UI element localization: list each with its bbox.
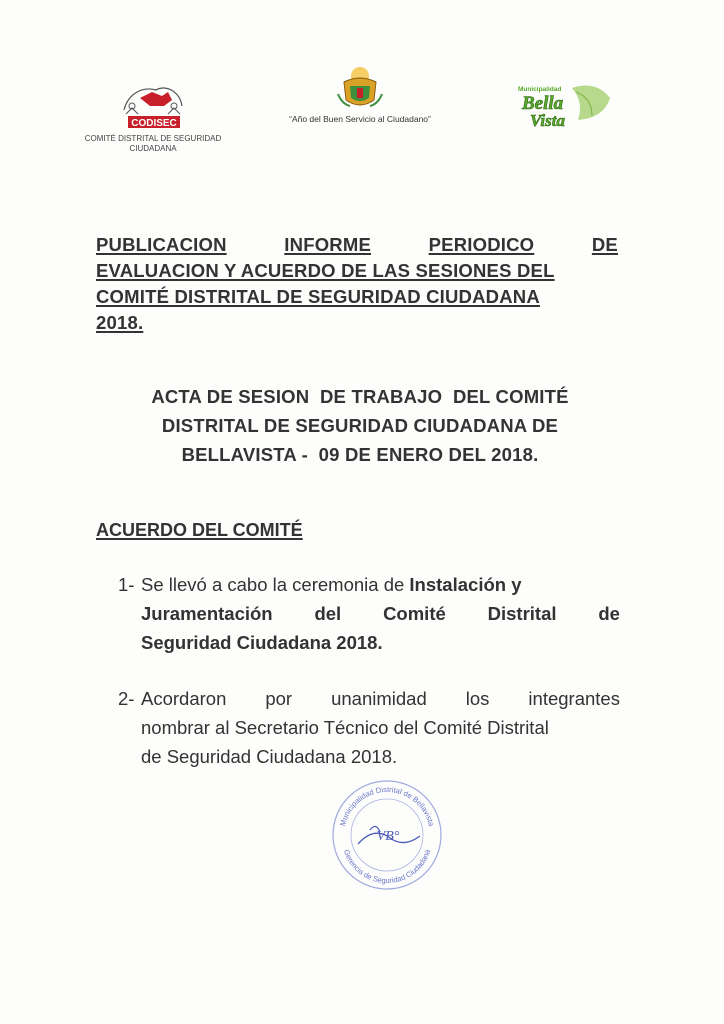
motto-text: “Año del Buen Servicio al Ciudadano” — [289, 114, 431, 124]
acta-line-3: BELLAVISTA - 09 DE ENERO DEL 2018. — [181, 444, 539, 465]
item-line: Acordaron por unanimidad los integrantes — [141, 688, 620, 709]
official-stamp — [330, 778, 444, 892]
acta-subtitle — [100, 382, 620, 469]
codisec-committee-name — [78, 134, 228, 154]
stamp-top-text: Municipalidad Distrital de Bellavista — [337, 784, 436, 828]
municipality-label: Municipalidad — [518, 86, 562, 93]
codisec-logo — [78, 80, 228, 160]
title-word: PUBLICACION — [96, 234, 227, 255]
item-line: Seguridad Ciudadana 2018. — [141, 632, 383, 653]
item-line: Juramentación del Comité Distrital de — [141, 603, 620, 624]
leaf-icon — [572, 86, 610, 120]
stamp-bottom-text: Gerencia de Seguridad Ciudadana — [341, 848, 433, 886]
crest-logo — [270, 64, 450, 134]
title-line-3: COMITÉ DISTRITAL DE SEGURIDAD CIUDADANA — [96, 286, 540, 307]
codisec-logo-text: CODISEC — [131, 118, 177, 129]
bellavista-logo — [512, 78, 622, 138]
item-line: Se llevó a cabo la ceremonia de Instalación y — [141, 574, 522, 595]
title-line-1 — [96, 232, 618, 258]
list-item — [118, 570, 620, 657]
municipal-crest-icon — [320, 64, 400, 112]
section-heading: ACUERDO DEL COMITÉ — [96, 520, 303, 540]
list-item — [118, 684, 620, 771]
title-word: DE — [591, 234, 618, 255]
vista-word: Vista — [530, 111, 565, 130]
item-number: 1- — [118, 574, 135, 595]
codisec-name-line1: COMITÉ DISTRITAL DE SEGURIDAD — [84, 134, 222, 143]
acta-line-2: DISTRITAL DE SEGURIDAD CIUDADANA DE — [161, 415, 559, 436]
title-line-4: 2018. — [96, 312, 144, 333]
acta-line-1: ACTA DE SESION DE TRABAJO DEL COMITÉ — [151, 386, 569, 407]
stamp-initials: VB° — [376, 829, 400, 844]
codisec-emblem-icon — [102, 80, 202, 132]
item-number: 2- — [118, 688, 135, 709]
item-line: de Seguridad Ciudadana 2018. — [141, 746, 398, 767]
bella-word: Bella — [522, 93, 564, 114]
title-word: INFORME — [284, 234, 371, 255]
title-word: PERIODICO — [428, 234, 535, 255]
item-line: nombrar al Secretario Técnico del Comité Distrital — [141, 717, 549, 738]
title-line-2: EVALUACION Y ACUERDO DE LAS SESIONES DEL — [96, 260, 555, 281]
codisec-name-line2: CIUDADANA — [129, 144, 177, 153]
document-title — [96, 232, 618, 336]
